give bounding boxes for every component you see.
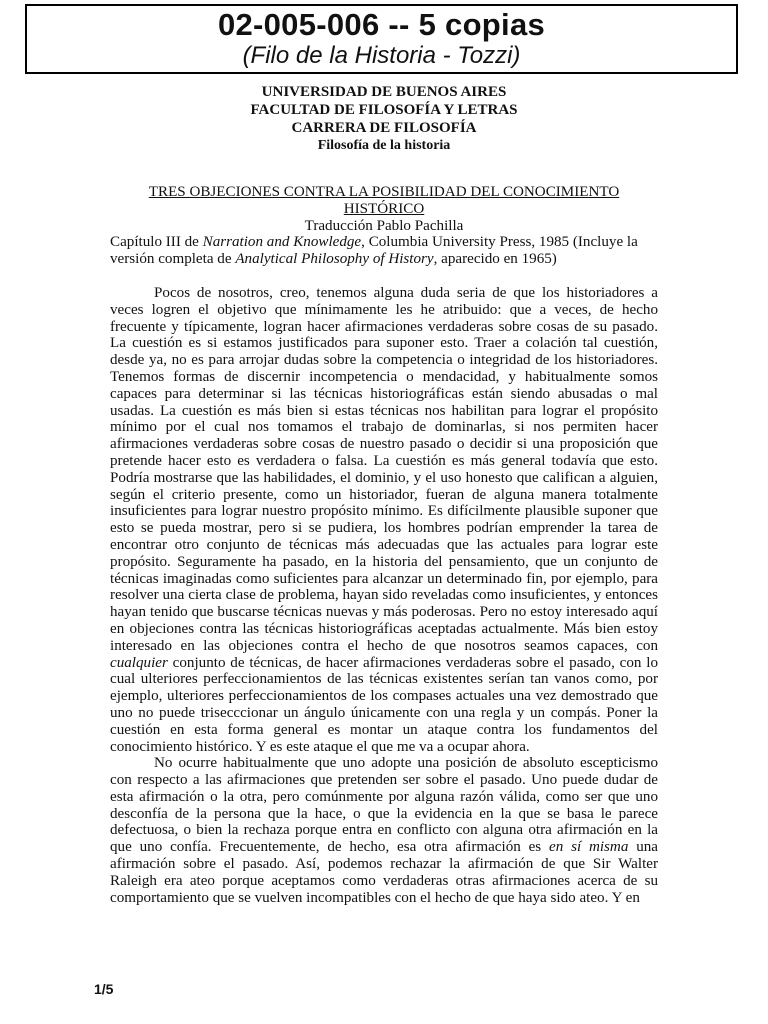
paragraph-2	[110, 755, 658, 906]
faculty-name: FACULTAD DE FILOSOFÍA Y LETRAS	[250, 102, 518, 118]
book-title: Narration and Knowledge	[202, 234, 362, 251]
source-citation	[110, 234, 658, 268]
header-box	[25, 4, 738, 74]
career-name: CARRERA DE FILOSOFÍA	[291, 120, 477, 136]
source-middle: , Columbia University Press, 1985 (Incluye la versión completa de	[110, 234, 638, 268]
spacer	[110, 268, 658, 285]
paragraph-2-emphasis: en sí misma	[549, 839, 629, 856]
article-title: TRES OBJECIONES CONTRA LA POSIBILIDAD DEL CONOCIMIENTO HISTÓRICO	[148, 184, 620, 217]
course-name: Filosofía de la historia	[317, 138, 451, 153]
university-name: UNIVERSIDAD DE BUENOS AIRES	[261, 84, 507, 100]
paragraph-1-part-2: conjunto de técnicas, de hacer afirmaciones verdaderas sobre el pasado, con lo cual ulteriores perfeccionamientos de las técnicas existentes serían tan vanos como, por ejemplo, ulteriores perfeccionamientos de los compases actuales una vez demostrado que uno no puede trisecccionar un ángulo únicamente con una regla y un compás. Poner la cuestión en esta forma general es montar un ataque contra los fundamentos del conocimiento histórico. Y es este ataque el que me va a ocupar ahora.	[110, 654, 658, 755]
source-prefix: Capítulo III de	[110, 234, 203, 251]
source-suffix: , aparecido en 1965)	[433, 251, 557, 268]
paragraph-1	[110, 285, 658, 755]
paragraph-1-part-1: Pocos de nosotros, creo, tenemos alguna duda seria de que los historiadores a veces logren el objetivo que mínimamente les he atribuido: que a veces, de hecho frecuente y típicamente, logran hacer afirmaciones verdaderas sobre cosas de su pasado. La cuestión es si estamos justificados para suponer esto. Traer a colación tal cuestión, desde ya, no es para arrojar dudas sobre la competencia o integridad de los historiadores. Tenemos formas de discernir incompetencia o mendacidad, y habitualmente somos capaces para determinar si las técnicas historiográficas están siendo abusadas o mal usadas. La cuestión es más bien si estas técnicas nos habilitan para lograr el propósito mínimo por el cual nos tomamos el trabajo de dominarlas, si nos permiten hacer afirmaciones verdaderas sobre cosas de nuestro pasado o decidir si una proposición que pretende hacer esto es verdadera o falsa. La cuestión es más general todavía que esto. Podría mostrarse que las habilidades, el dominio, y el uso honesto que califican a alguien, según el criterio presente, como un historiador, fueran de alguna manera totalmente insuficientes para lograr nuestro propósito mínimo. Es difícilmente plausible suponer que esto se pueda mostrar, pero si se pudiera, los hombres podrían emprender la tarea de encontrar otro conjunto de técnicas más adecuadas que las actuales para lograr este propósito. Seguramente ha pasado, en la historia del pensamiento, que un conjunto de técnicas imaginadas como suficientes para alcanzar un determinado fin, por ejemplo, para resolver una cierta clase de problema, hayan sido reveladas como insuficientes, y entonces hayan tenido que buscarse técnicas nuevas y más poderosas. Pero no estoy interesado aquí en objeciones contra las técnicas historiográficas aceptadas actualmente. Más bien estoy interesado en las objeciones contra el hecho de que nosotros seamos capaces, con	[110, 284, 658, 654]
paragraph-2-part-1: No ocurre habitualmente que uno adopte una posición de absoluto escepticismo con respecto a las afirmaciones que pretenden ser sobre el pasado. Uno puede dudar de esta afirmación o la otra, pero comúnmente por alguna razón válida, como ser que uno desconfía de la persona que la hace, o que la evidencia en la que se basa le parece defectuosa, o bien la rechaza porque entra en conflicto con alguna otra afirmación en la que uno confía. Frecuentemente, de hecho, esa otra afirmación es	[110, 755, 658, 856]
paragraph-2-part-2: una afirmación sobre el pasado. Así, podemos rechazar la afirmación de que Sir Walter Raleigh era ateo porque aceptamos como verdaderas otras afirmaciones acerca de su comportamiento que se vuelven incompatibles con el hecho de que haya sido ateo. Y en	[110, 839, 658, 906]
document-subtitle: (Filo de la Historia - Tozzi)	[242, 42, 521, 69]
paragraph-1-emphasis: cualquier	[110, 654, 168, 671]
page-number: 1/5	[94, 981, 114, 997]
translator-credit: Traducción Pablo Pachilla	[304, 217, 464, 234]
document-code: 02-005-006 -- 5 copias	[217, 7, 546, 42]
article-body	[110, 184, 658, 906]
institution-block	[0, 83, 768, 155]
book-title-2: Analytical Philosophy of History	[235, 251, 434, 268]
